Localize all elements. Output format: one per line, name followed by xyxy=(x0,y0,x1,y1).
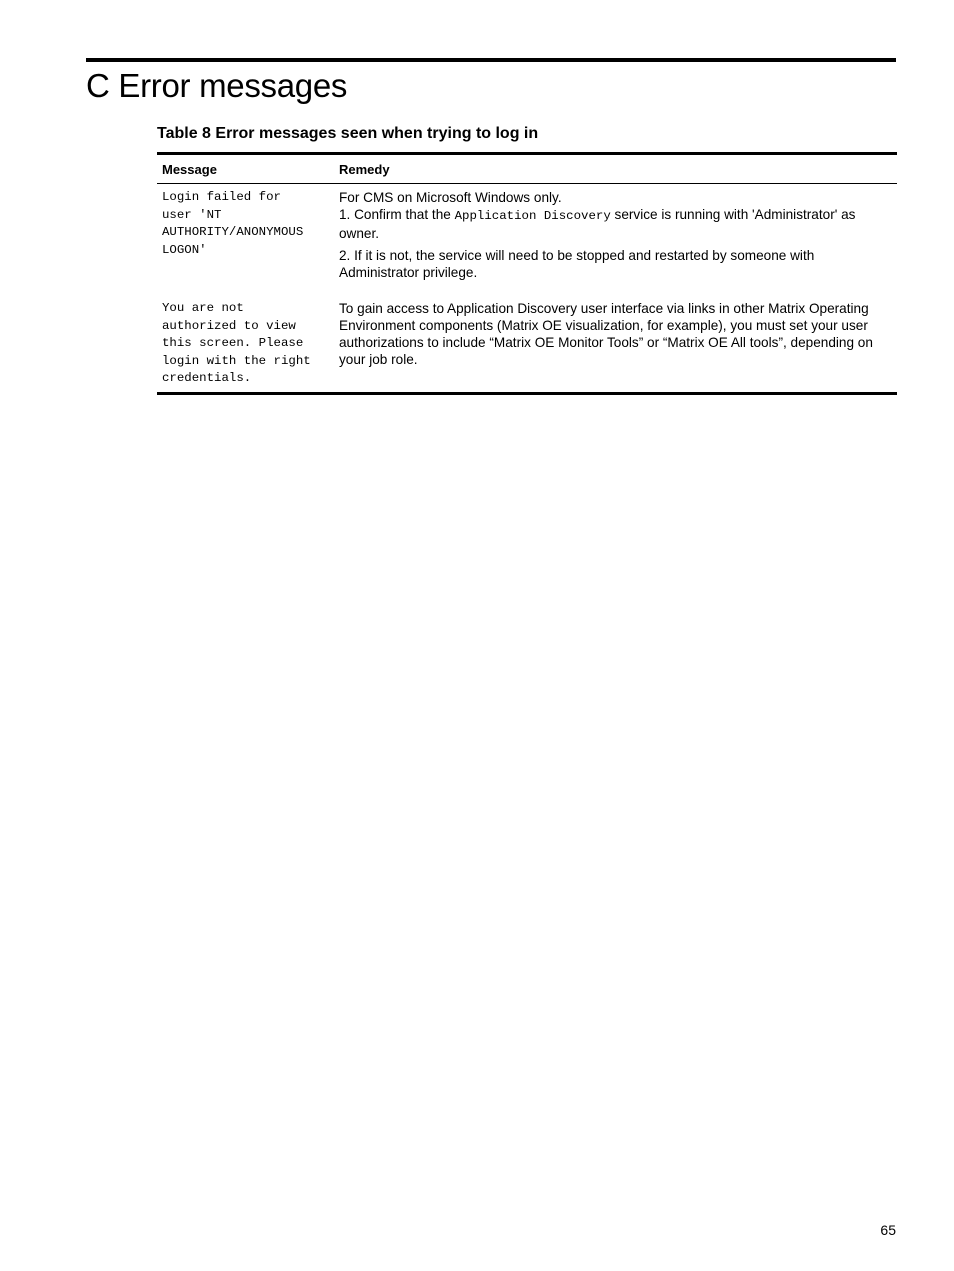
remedy-step-1 xyxy=(339,206,893,242)
remedy-step-1-suffix: service is running with 'Administrator' as owner. xyxy=(339,207,856,241)
message-cell: You are not authorized to view this screen. Please login with the right credentials. xyxy=(162,301,311,385)
remedy-step-1-prefix: 1. Confirm that the xyxy=(339,207,451,222)
remedy-cell xyxy=(334,184,897,296)
message-cell: Login failed for user 'NT AUTHORITY/ANONYMOUS LOGON' xyxy=(162,190,304,257)
header-remedy: Remedy xyxy=(334,154,897,184)
service-name-code: Application Discovery xyxy=(454,209,611,223)
page-number: 65 xyxy=(880,1222,896,1238)
table-row xyxy=(157,184,897,296)
chapter-title: C Error messages xyxy=(86,67,348,104)
remedy-cell xyxy=(334,295,897,393)
error-messages-table xyxy=(157,152,897,395)
chapter-top-rule xyxy=(86,58,896,62)
remedy-text: To gain access to Application Discovery user interface via links in other Matrix Operating Environment components (Matrix OE visualization, for example), you must set your user authorizations to include “Matrix OE Monitor Tools” or “Matrix OE All tools”, depending on your job role. xyxy=(339,301,873,367)
table-header-row xyxy=(157,154,897,184)
remedy-text: For CMS on Microsoft Windows only. xyxy=(339,190,562,205)
table-caption: Table 8 Error messages seen when trying to log in xyxy=(157,125,539,142)
remedy-step-2: 2. If it is not, the service will need to be stopped and restarted by someone with Administrator privilege. xyxy=(339,248,815,280)
table-row xyxy=(157,295,897,393)
header-message: Message xyxy=(157,154,334,184)
